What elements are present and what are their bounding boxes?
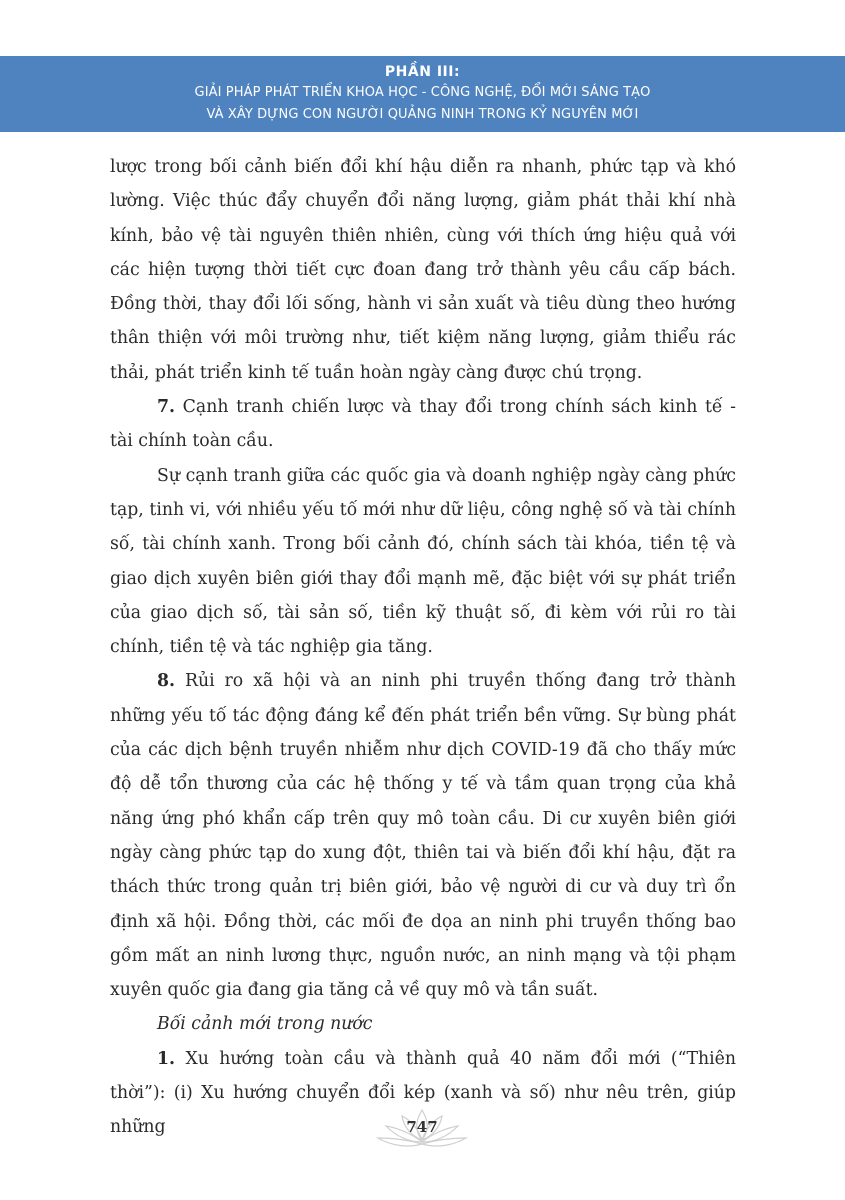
paragraph-competition: Sự cạnh tranh giữa các quốc gia và doanh nghiệp ngày càng phức tạp, tinh vi, với nhiều yếu tố mới như dữ liệu, công nghệ số và tài chính số, tài chính xanh. Trong bối cảnh đó, chính sách tài khóa, tiền tệ và giao dịch xuyên biên giới thay đổi mạnh mẽ, đặc biệt với sự phát triển của giao dịch số, tài sản số, tiền kỹ thuật số, đi kèm với rủi ro tài chính, tiền tệ và tác nghiệp gia tăng.	[110, 465, 736, 658]
page-body	[110, 150, 736, 1145]
part-subtitle-line-2: VÀ XÂY DỰNG CON NGƯỜI QUẢNG NINH TRONG KỶ NGUYÊN MỚI	[206, 107, 639, 122]
paragraph-item-7	[110, 390, 736, 459]
item-number-8: 8.	[157, 671, 176, 692]
item-text-8: Rủi ro xã hội và an ninh phi truyền thống đang trở thành những yếu tố tác động đáng kể đến phát triển bền vững. Sự bùng phát của các dịch bệnh truyền nhiễm như dịch COVID-19 đã cho thấy mức độ dễ tổn thương của các hệ thống y tế và tầm quan trọng của khả năng ứng phó khẩn cấp trên quy mô toàn cầu. Di cư xuyên biên giới ngày càng phức tạp do xung đột, thiên tai và biến đổi khí hậu, đặt ra thách thức trong quản trị biên giới, bảo vệ người di cư và duy trì ổn định xã hội. Đồng thời, các mối đe dọa an ninh phi truyền thống bao gồm mất an ninh lương thực, nguồn nước, an ninh mạng và tội phạm xuyên quốc gia đang gia tăng cả về quy mô và tần suất.	[110, 671, 736, 1001]
paragraph-continued: lược trong bối cảnh biến đổi khí hậu diễn ra nhanh, phức tạp và khó lường. Việc thúc đẩy chuyển đổi năng lượng, giảm phát thải khí nhà kính, bảo vệ tài nguyên thiên nhiên, cùng với thích ứng hiệu quả với các hiện tượng thời tiết cực đoan đang trở thành yêu cầu cấp bách. Đồng thời, thay đổi lối sống, hành vi sản xuất và tiêu dùng theo hướng thân thiện với môi trường như, tiết kiệm năng lượng, giảm thiểu rác thải, phát triển kinh tế tuần hoàn ngày càng được chú trọng.	[110, 157, 736, 383]
item-number-7: 7.	[157, 397, 176, 418]
section-header-band	[0, 56, 845, 132]
subheading-domestic-context: Bối cảnh mới trong nước	[157, 1014, 373, 1035]
item-text-1: Xu hướng toàn cầu và thành quả 40 năm đổi mới (“Thiên thời”): (i) Xu hướng chuyển đổi kép (xanh và số) như nêu trên, giúp những	[110, 1048, 736, 1138]
page-number-ornament	[372, 1106, 472, 1156]
part-subtitle-line-1: GIẢI PHÁP PHÁT TRIỂN KHOA HỌC - CÔNG NGHỆ, ĐỔI MỚI SÁNG TẠO	[194, 85, 651, 100]
part-title: PHẦN III:	[384, 64, 461, 80]
paragraph-item-8	[110, 664, 736, 1007]
item-text-7: Cạnh tranh chiến lược và thay đổi trong chính sách kinh tế - tài chính toàn cầu.	[110, 397, 736, 452]
page-number: 747	[406, 1118, 438, 1136]
item-number-1: 1.	[157, 1048, 176, 1069]
